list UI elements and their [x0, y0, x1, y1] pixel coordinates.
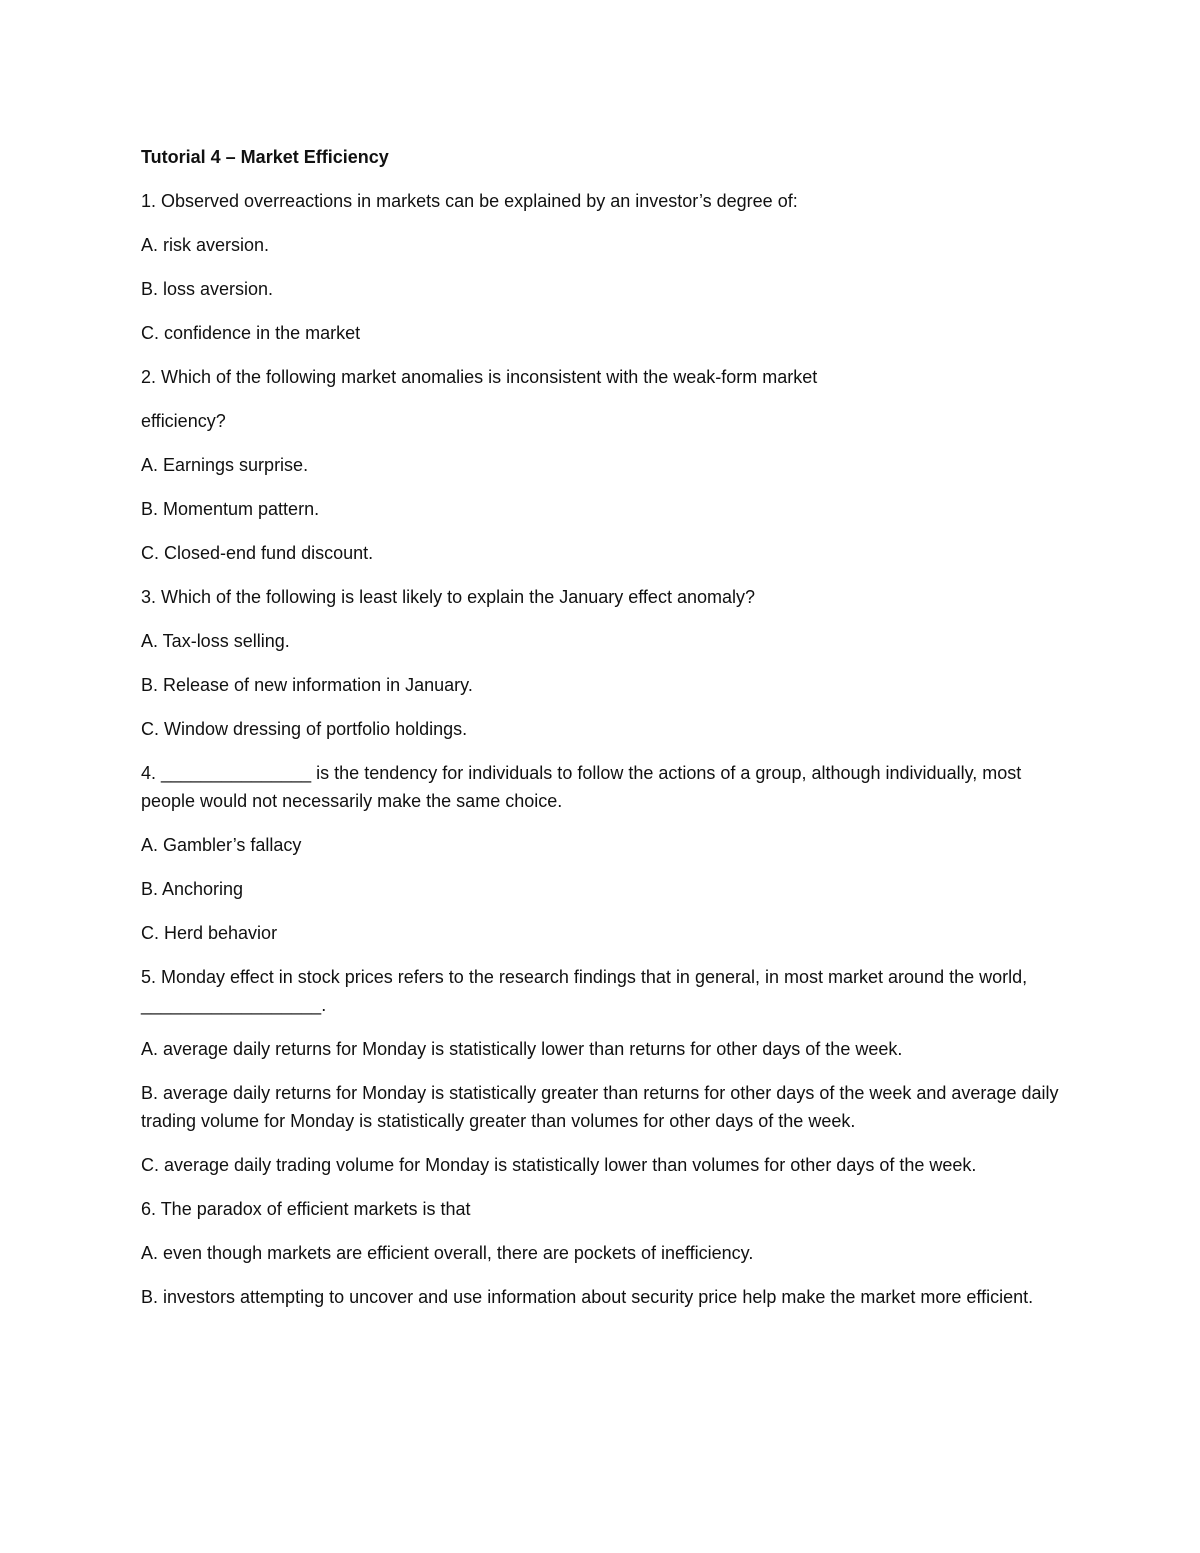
- question-4-option-b: B. Anchoring: [141, 879, 244, 899]
- question-1-stem: 1. Observed overreactions in markets can be explained by an investor’s degree of:: [141, 191, 798, 211]
- question-3-option-a: A. Tax-loss selling.: [141, 631, 290, 651]
- question-2-stem-line-2: efficiency?: [141, 411, 226, 431]
- question-2-stem-line-1: 2. Which of the following market anomalies is inconsistent with the weak-form market: [141, 367, 818, 387]
- question-3-option-c: C. Window dressing of portfolio holdings.: [141, 719, 468, 739]
- question-1-option-b: B. loss aversion.: [141, 279, 274, 299]
- question-5-option-c: C. average daily trading volume for Monday is statistically lower than volumes for other days of the week.: [141, 1155, 977, 1175]
- question-5-option-b: B. average daily returns for Monday is statistically greater than returns for other days of the week and average daily trading volume for Monday is statistically greater than volumes for other days of the week.: [141, 1083, 1059, 1131]
- question-5-option-a: A. average daily returns for Monday is statistically lower than returns for other days of the week.: [141, 1039, 903, 1059]
- document-title: Tutorial 4 – Market Efficiency: [141, 147, 389, 167]
- document-body: [141, 143, 1071, 1327]
- question-6-stem: 6. The paradox of efficient markets is that: [141, 1199, 471, 1219]
- question-6-option-b: B. investors attempting to uncover and use information about security price help make the market more efficient.: [141, 1287, 1034, 1307]
- question-2-option-b: B. Momentum pattern.: [141, 499, 320, 519]
- question-3-stem: 3. Which of the following is least likely to explain the January effect anomaly?: [141, 587, 755, 607]
- question-2-option-a: A. Earnings surprise.: [141, 455, 309, 475]
- question-3-option-b: B. Release of new information in January.: [141, 675, 473, 695]
- question-4-option-a: A. Gambler’s fallacy: [141, 835, 302, 855]
- question-6-option-a: A. even though markets are efficient overall, there are pockets of inefficiency.: [141, 1243, 754, 1263]
- question-1-option-c: C. confidence in the market: [141, 323, 361, 343]
- question-1-option-a: A. risk aversion.: [141, 235, 270, 255]
- question-5-stem: 5. Monday effect in stock prices refers to the research findings that in general, in most market around the world, __________________.: [141, 967, 1028, 1015]
- question-4-option-c: C. Herd behavior: [141, 923, 278, 943]
- question-4-stem: 4. _______________ is the tendency for individuals to follow the actions of a group, although individually, most people would not necessarily make the same choice.: [141, 763, 1022, 811]
- question-2-option-c: C. Closed-end fund discount.: [141, 543, 374, 563]
